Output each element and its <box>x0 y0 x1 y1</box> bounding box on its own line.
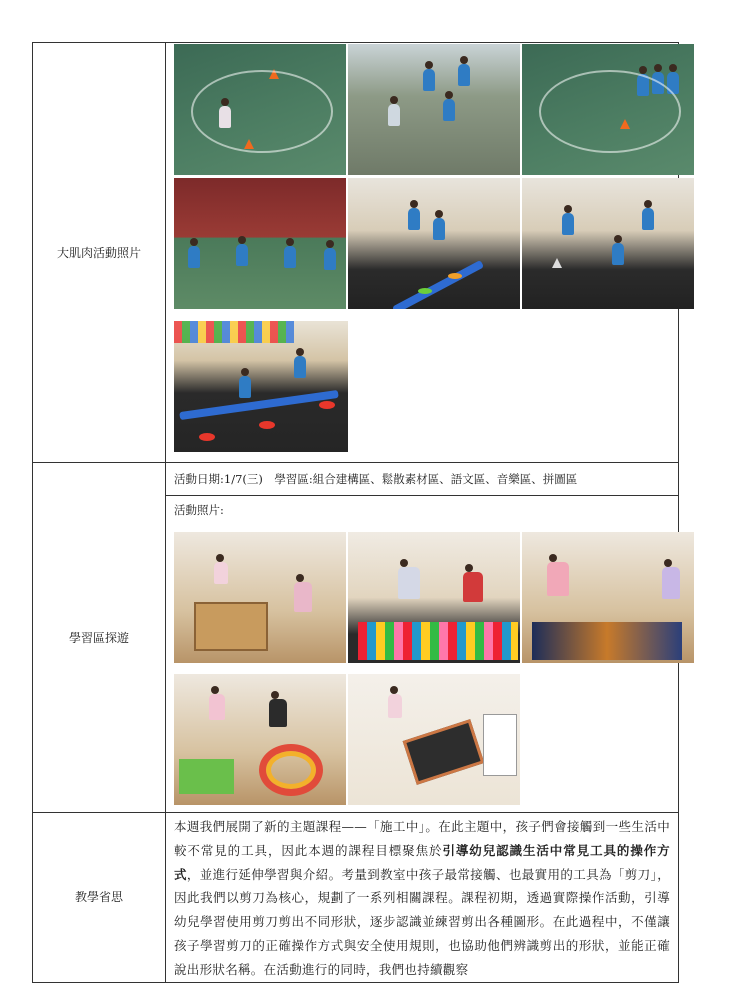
learning-photos-caption: 活動照片: <box>174 503 224 517</box>
reflection-text-bold: 引導幼兒認識生活中常見工具的操作方式 <box>174 842 670 882</box>
reflection-text-2: ，並進行延伸學習與介紹。考量到教室中孩子最常接觸、也最實用的工具為「剪刀」，因此我們以剪刀為核心，規劃了一系列相關課程。課程初期，透過實際操作活動，引導幼兒學習使用剪刀剪出不同形狀，逐步認識並練習剪出各種圖形。在此過程中，不僅讓孩子學習剪刀的正確操作方式與安全使用規則，也協助他們辨識剪出的形狀，並能正確說出形狀名稱。在活動進行的同時，我們也持續觀察 <box>174 866 670 977</box>
learning-date-row <box>33 463 679 496</box>
report-table <box>32 42 679 983</box>
photo-building-blocks <box>348 532 520 663</box>
photo-beam-walk <box>348 178 520 309</box>
photo-crawling <box>174 178 346 309</box>
photo-outdoor-walk <box>348 44 520 175</box>
learning-date-cell <box>166 463 679 496</box>
reflection-text-1: 本週我們展開了新的主題課程——「施工中」。在此主題中，孩子們會接觸到一些生活中較不常見的工具，因此本週的課程目標聚焦於 <box>174 819 670 858</box>
photo-music-area <box>348 674 520 805</box>
learning-label-text: 學習區探遊 <box>68 630 129 645</box>
gross-motor-photo-grid <box>166 43 678 462</box>
gross-motor-photos-cell <box>166 43 679 463</box>
learning-photos-cell <box>166 496 679 813</box>
photo-puzzle <box>522 532 694 663</box>
learning-label <box>33 463 166 813</box>
reflection-row <box>33 813 679 983</box>
photo-loose-parts <box>174 532 346 663</box>
reflection-label-text: 教學省思 <box>74 890 123 905</box>
photo-sorting-trays <box>174 674 346 805</box>
gross-motor-row <box>33 43 679 463</box>
learning-date-text: 活動日期:1/7(三) 學習區:組合建構區、鬆散素材區、語文區、音樂區、拼圖區 <box>174 472 578 486</box>
gross-motor-label <box>33 43 166 463</box>
learning-photo-grid <box>166 496 678 812</box>
reflection-text-cell <box>166 813 679 983</box>
photo-balance-beam <box>174 321 348 452</box>
photo-court-line <box>522 44 694 175</box>
document-page <box>32 42 679 977</box>
photo-obstacle <box>522 178 694 309</box>
photo-ball-court <box>174 44 346 175</box>
reflection-label <box>33 813 166 983</box>
gross-motor-label-text: 大肌肉活動照片 <box>56 245 141 260</box>
